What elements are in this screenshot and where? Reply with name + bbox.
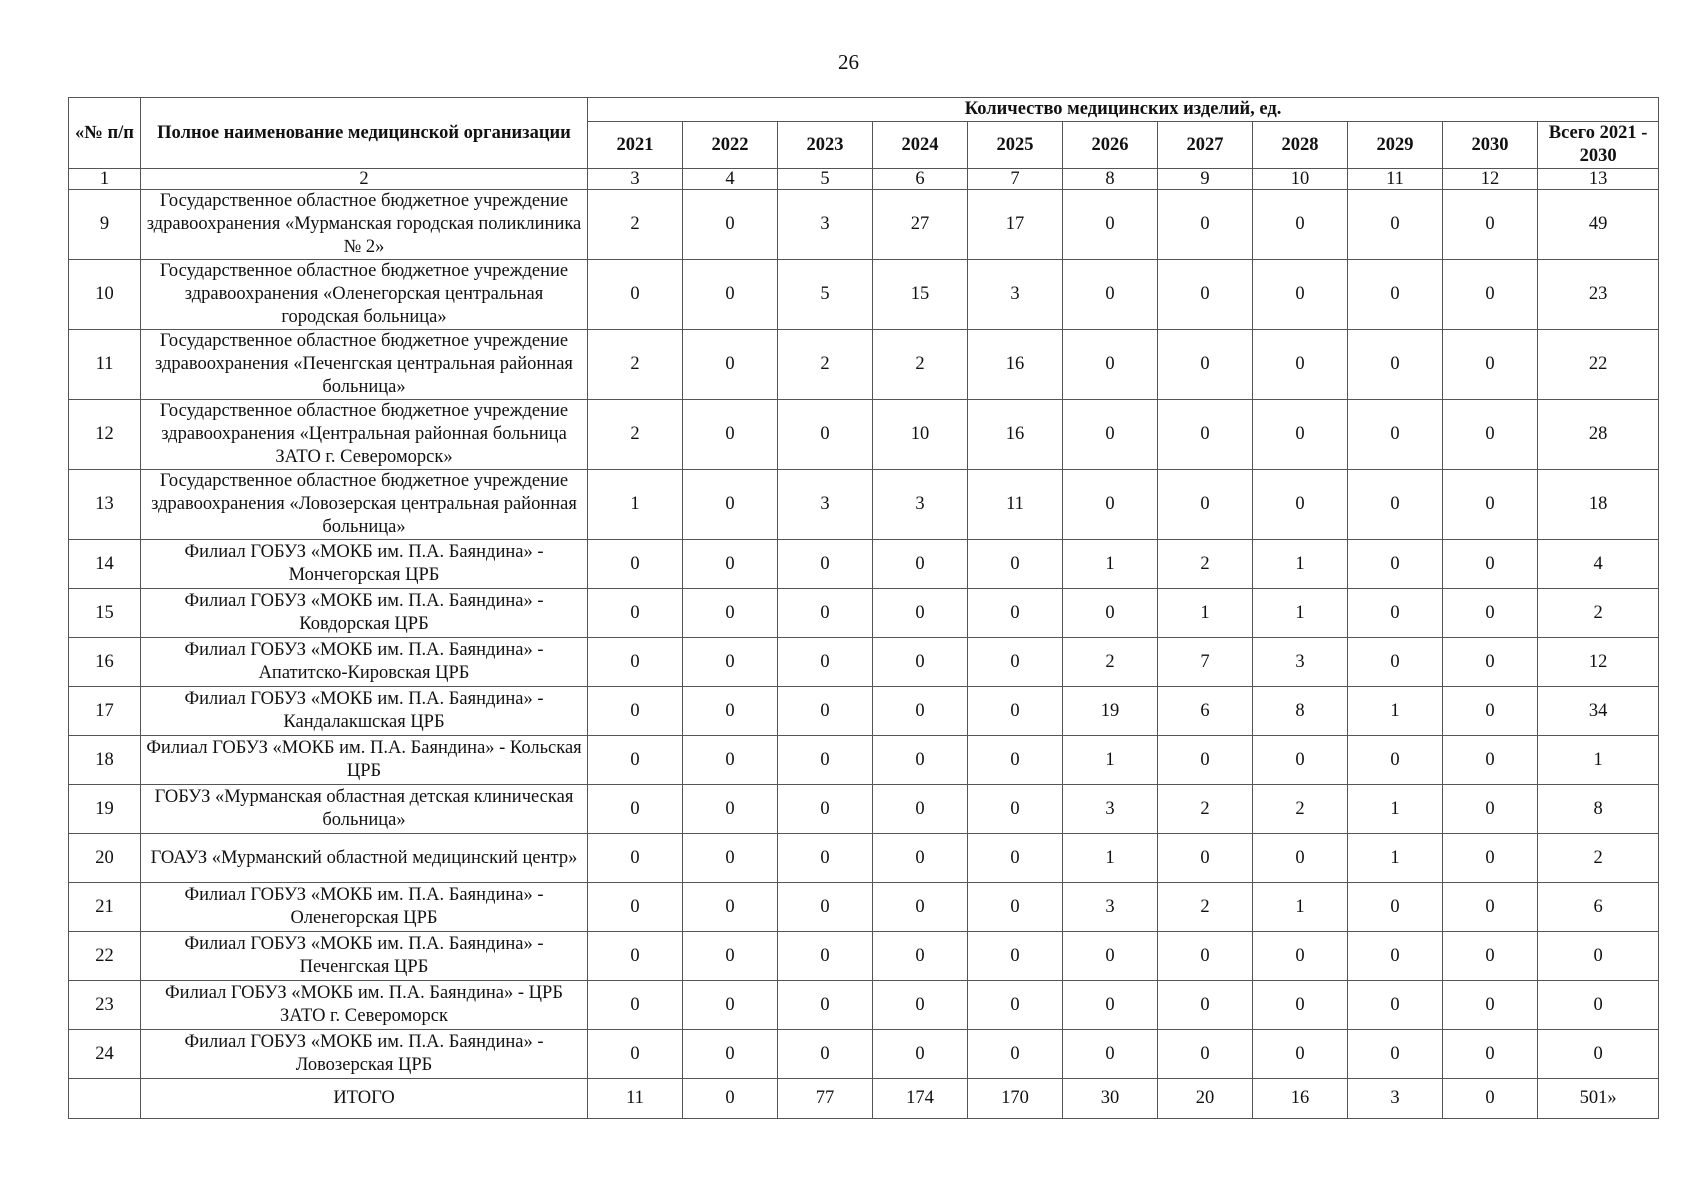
table-header — [69, 98, 1659, 169]
year-value: 0 — [1253, 932, 1348, 981]
year-value: 3 — [778, 190, 873, 260]
row-number: 16 — [69, 638, 141, 687]
header-year: 2028 — [1253, 122, 1348, 169]
year-value: 0 — [968, 736, 1063, 785]
year-value: 2 — [588, 330, 683, 400]
organization-name: Государственное областное бюджетное учреждение здравоохранения «Ловозерская центральная районная больница» — [141, 470, 588, 540]
year-value: 0 — [968, 834, 1063, 883]
organization-name: Государственное областное бюджетное учреждение здравоохранения «Печенгская центральная районная больница» — [141, 330, 588, 400]
row-number: 22 — [69, 932, 141, 981]
year-value: 0 — [683, 330, 778, 400]
row-total: 0 — [1538, 1030, 1659, 1079]
year-value: 0 — [1158, 932, 1253, 981]
year-value: 0 — [778, 785, 873, 834]
header-year: 2030 — [1443, 122, 1538, 169]
year-value: 16 — [968, 400, 1063, 470]
year-value: 1 — [1063, 834, 1158, 883]
year-value: 0 — [683, 638, 778, 687]
year-value: 0 — [588, 589, 683, 638]
row-total: 49 — [1538, 190, 1659, 260]
organization-name: Филиал ГОБУЗ «МОКБ им. П.А. Баяндина» - Ковдорская ЦРБ — [141, 589, 588, 638]
year-value: 0 — [1348, 1030, 1443, 1079]
year-value: 0 — [1253, 330, 1348, 400]
organization-name: Филиал ГОБУЗ «МОКБ им. П.А. Баяндина» - Кольская ЦРБ — [141, 736, 588, 785]
year-value: 0 — [1443, 589, 1538, 638]
total-year-value: 11 — [588, 1079, 683, 1119]
year-value: 0 — [683, 470, 778, 540]
table-row — [69, 540, 1659, 589]
year-value: 0 — [683, 589, 778, 638]
year-value: 0 — [778, 687, 873, 736]
year-value: 27 — [873, 190, 968, 260]
column-number: 6 — [873, 169, 968, 190]
row-number: 18 — [69, 736, 141, 785]
year-value: 0 — [1158, 736, 1253, 785]
year-value: 0 — [683, 190, 778, 260]
year-value: 5 — [778, 260, 873, 330]
year-value: 0 — [1348, 260, 1443, 330]
year-value: 0 — [1253, 190, 1348, 260]
table-row — [69, 1030, 1659, 1079]
header-name: Полное наименование медицинской организации — [141, 98, 588, 169]
year-value: 0 — [778, 589, 873, 638]
organization-name: Государственное областное бюджетное учреждение здравоохранения «Мурманская городская поликлиника № 2» — [141, 190, 588, 260]
year-value: 0 — [1443, 330, 1538, 400]
year-value: 2 — [873, 330, 968, 400]
year-value: 0 — [873, 736, 968, 785]
year-value: 0 — [873, 1030, 968, 1079]
year-value: 0 — [683, 260, 778, 330]
year-value: 8 — [1253, 687, 1348, 736]
total-row-number — [69, 1079, 141, 1119]
header-total: Всего 2021 - 2030 — [1538, 122, 1659, 169]
row-total: 6 — [1538, 883, 1659, 932]
year-value: 0 — [873, 638, 968, 687]
row-total: 23 — [1538, 260, 1659, 330]
row-number: 21 — [69, 883, 141, 932]
year-value: 0 — [1443, 400, 1538, 470]
year-value: 0 — [1158, 260, 1253, 330]
row-number: 11 — [69, 330, 141, 400]
year-value: 0 — [1443, 981, 1538, 1030]
year-value: 2 — [1063, 638, 1158, 687]
year-value: 0 — [778, 1030, 873, 1079]
year-value: 0 — [778, 540, 873, 589]
organization-name: Государственное областное бюджетное учреждение здравоохранения «Центральная районная больница ЗАТО г. Североморск» — [141, 400, 588, 470]
year-value: 0 — [1253, 470, 1348, 540]
table-row — [69, 932, 1659, 981]
total-label: ИТОГО — [141, 1079, 588, 1119]
year-value: 0 — [1348, 638, 1443, 687]
year-value: 19 — [1063, 687, 1158, 736]
year-value: 0 — [1348, 540, 1443, 589]
year-value: 0 — [1158, 470, 1253, 540]
year-value: 0 — [873, 932, 968, 981]
table-row — [69, 883, 1659, 932]
column-number: 8 — [1063, 169, 1158, 190]
year-value: 0 — [1158, 330, 1253, 400]
year-value: 0 — [968, 638, 1063, 687]
year-value: 1 — [588, 470, 683, 540]
column-number: 2 — [141, 169, 588, 190]
year-value: 6 — [1158, 687, 1253, 736]
column-number: 5 — [778, 169, 873, 190]
year-value: 0 — [778, 400, 873, 470]
header-group-title: Количество медицинских изделий, ед. — [588, 98, 1659, 122]
year-value: 0 — [1443, 260, 1538, 330]
year-value: 1 — [1348, 834, 1443, 883]
year-value: 0 — [873, 883, 968, 932]
year-value: 0 — [683, 785, 778, 834]
table-row — [69, 470, 1659, 540]
year-value: 0 — [778, 981, 873, 1030]
year-value: 0 — [683, 540, 778, 589]
total-year-value: 3 — [1348, 1079, 1443, 1119]
table-row — [69, 638, 1659, 687]
row-number: 13 — [69, 470, 141, 540]
year-value: 0 — [1348, 190, 1443, 260]
table-row — [69, 400, 1659, 470]
organization-name: ГОБУЗ «Мурманская областная детская клиническая больница» — [141, 785, 588, 834]
year-value: 3 — [968, 260, 1063, 330]
year-value: 0 — [1443, 932, 1538, 981]
year-value: 0 — [588, 540, 683, 589]
row-number: 20 — [69, 834, 141, 883]
year-value: 2 — [588, 400, 683, 470]
table-row — [69, 190, 1659, 260]
equipment-table — [68, 97, 1659, 1119]
column-number: 1 — [69, 169, 141, 190]
total-year-value: 20 — [1158, 1079, 1253, 1119]
organization-name: Филиал ГОБУЗ «МОКБ им. П.А. Баяндина» - Печенгская ЦРБ — [141, 932, 588, 981]
year-value: 0 — [1348, 736, 1443, 785]
header-year: 2026 — [1063, 122, 1158, 169]
row-total: 0 — [1538, 981, 1659, 1030]
header-year: 2021 — [588, 122, 683, 169]
row-total: 8 — [1538, 785, 1659, 834]
year-value: 0 — [1063, 1030, 1158, 1079]
organization-name: Филиал ГОБУЗ «МОКБ им. П.А. Баяндина» - Апатитско-Кировская ЦРБ — [141, 638, 588, 687]
row-total: 18 — [1538, 470, 1659, 540]
total-row — [69, 1079, 1659, 1119]
year-value: 0 — [968, 589, 1063, 638]
organization-name: ГОАУЗ «Мурманский областной медицинский центр» — [141, 834, 588, 883]
total-year-value: 0 — [1443, 1079, 1538, 1119]
year-value: 2 — [778, 330, 873, 400]
year-value: 3 — [778, 470, 873, 540]
year-value: 0 — [1253, 981, 1348, 1030]
table-row — [69, 981, 1659, 1030]
row-total: 1 — [1538, 736, 1659, 785]
year-value: 0 — [1348, 883, 1443, 932]
year-value: 0 — [1253, 400, 1348, 470]
year-value: 7 — [1158, 638, 1253, 687]
total-year-value: 77 — [778, 1079, 873, 1119]
year-value: 1 — [1253, 589, 1348, 638]
organization-name: Филиал ГОБУЗ «МОКБ им. П.А. Баяндина» - Оленегорская ЦРБ — [141, 883, 588, 932]
year-value: 0 — [968, 1030, 1063, 1079]
column-number: 12 — [1443, 169, 1538, 190]
year-value: 0 — [1443, 1030, 1538, 1079]
year-value: 0 — [1348, 589, 1443, 638]
header-num: «№ п/п — [69, 98, 141, 169]
year-value: 0 — [1443, 190, 1538, 260]
year-value: 0 — [1443, 785, 1538, 834]
year-value: 0 — [683, 883, 778, 932]
header-year: 2023 — [778, 122, 873, 169]
row-total: 2 — [1538, 589, 1659, 638]
year-value: 2 — [1158, 883, 1253, 932]
year-value: 0 — [1253, 260, 1348, 330]
year-value: 0 — [1253, 736, 1348, 785]
header-year: 2022 — [683, 122, 778, 169]
year-value: 0 — [968, 540, 1063, 589]
year-value: 0 — [588, 736, 683, 785]
year-value: 0 — [683, 981, 778, 1030]
year-value: 0 — [1063, 260, 1158, 330]
year-value: 0 — [968, 785, 1063, 834]
grand-total: 501» — [1538, 1079, 1659, 1119]
year-value: 0 — [778, 932, 873, 981]
table-row — [69, 834, 1659, 883]
year-value: 0 — [968, 687, 1063, 736]
year-value: 0 — [873, 981, 968, 1030]
year-value: 17 — [968, 190, 1063, 260]
year-value: 0 — [873, 540, 968, 589]
year-value: 0 — [1443, 736, 1538, 785]
organization-name: Филиал ГОБУЗ «МОКБ им. П.А. Баяндина» - Кандалакшская ЦРБ — [141, 687, 588, 736]
year-value: 11 — [968, 470, 1063, 540]
year-value: 0 — [968, 883, 1063, 932]
year-value: 3 — [873, 470, 968, 540]
year-value: 0 — [588, 260, 683, 330]
year-value: 0 — [1253, 1030, 1348, 1079]
year-value: 0 — [778, 638, 873, 687]
table-body — [69, 169, 1659, 1119]
year-value: 0 — [683, 932, 778, 981]
year-value: 0 — [588, 883, 683, 932]
year-value: 0 — [778, 834, 873, 883]
year-value: 0 — [588, 785, 683, 834]
year-value: 3 — [1063, 883, 1158, 932]
organization-name: Филиал ГОБУЗ «МОКБ им. П.А. Баяндина» - Мончегорская ЦРБ — [141, 540, 588, 589]
year-value: 0 — [1063, 470, 1158, 540]
year-value: 0 — [1063, 330, 1158, 400]
table-row — [69, 736, 1659, 785]
year-value: 2 — [1253, 785, 1348, 834]
year-value: 1 — [1348, 687, 1443, 736]
year-value: 0 — [683, 834, 778, 883]
page-number: 26 — [838, 50, 859, 74]
year-value: 1 — [1253, 883, 1348, 932]
year-value: 0 — [1158, 400, 1253, 470]
row-total: 4 — [1538, 540, 1659, 589]
year-value: 0 — [588, 687, 683, 736]
year-value: 0 — [873, 589, 968, 638]
year-value: 0 — [778, 736, 873, 785]
table-row — [69, 687, 1659, 736]
year-value: 0 — [778, 883, 873, 932]
year-value: 0 — [1443, 687, 1538, 736]
year-value: 0 — [1158, 1030, 1253, 1079]
year-value: 0 — [1348, 400, 1443, 470]
year-value: 0 — [683, 687, 778, 736]
year-value: 10 — [873, 400, 968, 470]
column-number: 7 — [968, 169, 1063, 190]
year-value: 1 — [1253, 540, 1348, 589]
organization-name: Филиал ГОБУЗ «МОКБ им. П.А. Баяндина» - Ловозерская ЦРБ — [141, 1030, 588, 1079]
year-value: 1 — [1063, 540, 1158, 589]
year-value: 0 — [1443, 638, 1538, 687]
row-number: 10 — [69, 260, 141, 330]
year-value: 0 — [1063, 400, 1158, 470]
year-value: 1 — [1158, 589, 1253, 638]
row-total: 34 — [1538, 687, 1659, 736]
year-value: 0 — [1348, 470, 1443, 540]
organization-name: Филиал ГОБУЗ «МОКБ им. П.А. Баяндина» - ЦРБ ЗАТО г. Североморск — [141, 981, 588, 1030]
year-value: 0 — [683, 736, 778, 785]
year-value: 0 — [1348, 932, 1443, 981]
total-year-value: 30 — [1063, 1079, 1158, 1119]
organization-name: Государственное областное бюджетное учреждение здравоохранения «Оленегорская центральная городская больница» — [141, 260, 588, 330]
column-number: 13 — [1538, 169, 1659, 190]
year-value: 0 — [1158, 190, 1253, 260]
year-value: 1 — [1063, 736, 1158, 785]
row-number: 24 — [69, 1030, 141, 1079]
row-total: 12 — [1538, 638, 1659, 687]
year-value: 0 — [968, 932, 1063, 981]
year-value: 1 — [1348, 785, 1443, 834]
year-value: 0 — [588, 1030, 683, 1079]
column-number: 11 — [1348, 169, 1443, 190]
row-total: 0 — [1538, 932, 1659, 981]
year-value: 0 — [1158, 834, 1253, 883]
year-value: 3 — [1063, 785, 1158, 834]
year-value: 16 — [968, 330, 1063, 400]
total-year-value: 174 — [873, 1079, 968, 1119]
year-value: 0 — [588, 638, 683, 687]
row-number: 14 — [69, 540, 141, 589]
row-number: 15 — [69, 589, 141, 638]
row-total: 22 — [1538, 330, 1659, 400]
year-value: 15 — [873, 260, 968, 330]
header-year: 2029 — [1348, 122, 1443, 169]
year-value: 0 — [588, 932, 683, 981]
column-number: 10 — [1253, 169, 1348, 190]
year-value: 0 — [588, 834, 683, 883]
year-value: 2 — [1158, 785, 1253, 834]
year-value: 0 — [968, 981, 1063, 1030]
year-value: 0 — [1253, 834, 1348, 883]
year-value: 0 — [873, 834, 968, 883]
row-number: 9 — [69, 190, 141, 260]
total-year-value: 170 — [968, 1079, 1063, 1119]
column-number: 4 — [683, 169, 778, 190]
row-number: 23 — [69, 981, 141, 1030]
year-value: 0 — [683, 1030, 778, 1079]
year-value: 0 — [1443, 540, 1538, 589]
column-number-row — [69, 169, 1659, 190]
year-value: 0 — [1443, 883, 1538, 932]
row-number: 12 — [69, 400, 141, 470]
row-total: 2 — [1538, 834, 1659, 883]
header-year: 2027 — [1158, 122, 1253, 169]
year-value: 0 — [1063, 190, 1158, 260]
year-value: 0 — [873, 785, 968, 834]
table-row — [69, 260, 1659, 330]
year-value: 0 — [1443, 470, 1538, 540]
header-year: 2025 — [968, 122, 1063, 169]
year-value: 0 — [1348, 981, 1443, 1030]
table-row — [69, 330, 1659, 400]
year-value: 0 — [588, 981, 683, 1030]
year-value: 2 — [1158, 540, 1253, 589]
row-total: 28 — [1538, 400, 1659, 470]
column-number: 9 — [1158, 169, 1253, 190]
column-number: 3 — [588, 169, 683, 190]
year-value: 0 — [1063, 981, 1158, 1030]
table-row — [69, 589, 1659, 638]
year-value: 0 — [1443, 834, 1538, 883]
year-value: 0 — [1158, 981, 1253, 1030]
year-value: 0 — [1063, 932, 1158, 981]
table-row — [69, 785, 1659, 834]
year-value: 0 — [683, 400, 778, 470]
total-year-value: 16 — [1253, 1079, 1348, 1119]
year-value: 3 — [1253, 638, 1348, 687]
year-value: 0 — [1348, 330, 1443, 400]
row-number: 17 — [69, 687, 141, 736]
row-number: 19 — [69, 785, 141, 834]
header-year: 2024 — [873, 122, 968, 169]
total-year-value: 0 — [683, 1079, 778, 1119]
year-value: 0 — [1063, 589, 1158, 638]
year-value: 0 — [873, 687, 968, 736]
year-value: 2 — [588, 190, 683, 260]
